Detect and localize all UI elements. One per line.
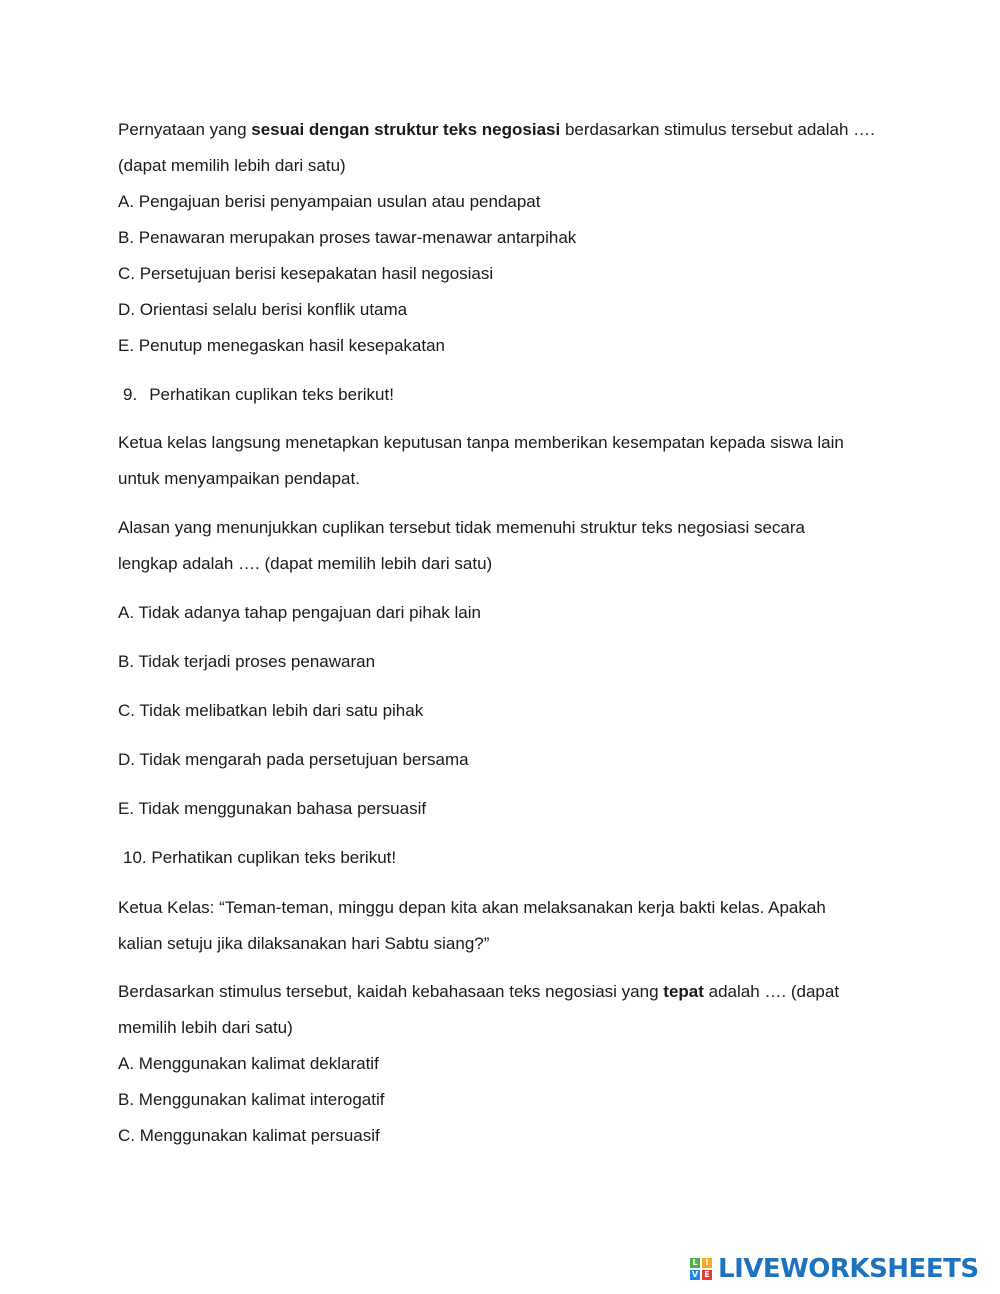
q10-option-c[interactable]: C. Menggunakan kalimat persuasif [118,1126,380,1145]
q8-option-a[interactable]: A. Pengajuan berisi penyampaian usulan atau pendapat [118,192,541,211]
q9-title: Perhatikan cuplikan teks berikut! [149,385,394,404]
q9-prompt-line2: lengkap adalah …. (dapat memilih lebih dari satu) [118,554,493,573]
q8-option-d[interactable]: D. Orientasi selalu berisi konflik utama [118,300,408,319]
q10-prompt: Berdasarkan stimulus tersebut, kaidah kebahasaan teks negosiasi yang tepat adalah …. (dapat [118,982,840,1001]
q9-option-d[interactable]: D. Tidak mengarah pada persetujuan bersama [118,750,469,769]
liveworksheets-logo [690,1254,979,1284]
logo-block-i: I [702,1258,712,1268]
q10-stimulus-line2: kalian setuju jika dilaksanakan hari Sabtu siang?” [118,934,490,953]
q9-option-c[interactable]: C. Tidak melibatkan lebih dari satu pihak [118,701,424,720]
q9-prompt-line1: Alasan yang menunjukkan cuplikan tersebut tidak memenuhi struktur teks negosiasi secara [118,518,805,537]
logo-block-v: V [691,1270,699,1279]
logo-block-l: L [690,1258,700,1268]
q9-option-e[interactable]: E. Tidak menggunakan bahasa persuasif [118,799,427,818]
logo-block-e: E [702,1270,712,1280]
logo-text: LIVEWORKSHEETS [718,1254,979,1284]
q8-option-c[interactable]: C. Persetujuan berisi kesepakatan hasil negosiasi [118,264,494,283]
q9-stimulus-line1: Ketua kelas langsung menetapkan keputusan tanpa memberikan kesempatan kepada siswa lain [118,433,844,452]
q10-heading: 10. Perhatikan cuplikan teks berikut! [123,848,397,867]
q9-stimulus-line2: untuk menyampaikan pendapat. [118,469,360,488]
q9-heading [123,385,394,405]
q10-option-a[interactable]: A. Menggunakan kalimat deklaratif [118,1054,379,1073]
q10-option-b[interactable]: B. Menggunakan kalimat interogatif [118,1090,385,1109]
q10-prompt-note: memilih lebih dari satu) [118,1018,293,1037]
q8-option-b[interactable]: B. Penawaran merupakan proses tawar-menawar antarpihak [118,228,577,247]
q10-stimulus-line1: Ketua Kelas: “Teman-teman, minggu depan kita akan melaksanakan kerja bakti kelas. Apakah [118,898,826,917]
q9-option-b[interactable]: B. Tidak terjadi proses penawaran [118,652,376,671]
q8-prompt-note: (dapat memilih lebih dari satu) [118,156,346,175]
q8-prompt: Pernyataan yang sesuai dengan struktur teks negosiasi berdasarkan stimulus tersebut adalah …. [118,120,875,139]
logo-blocks-icon [690,1258,712,1280]
q8-option-e[interactable]: E. Penutup menegaskan hasil kesepakatan [118,336,446,355]
q9-number: 9. [123,385,138,404]
q9-option-a[interactable]: A. Tidak adanya tahap pengajuan dari pihak lain [118,603,481,622]
